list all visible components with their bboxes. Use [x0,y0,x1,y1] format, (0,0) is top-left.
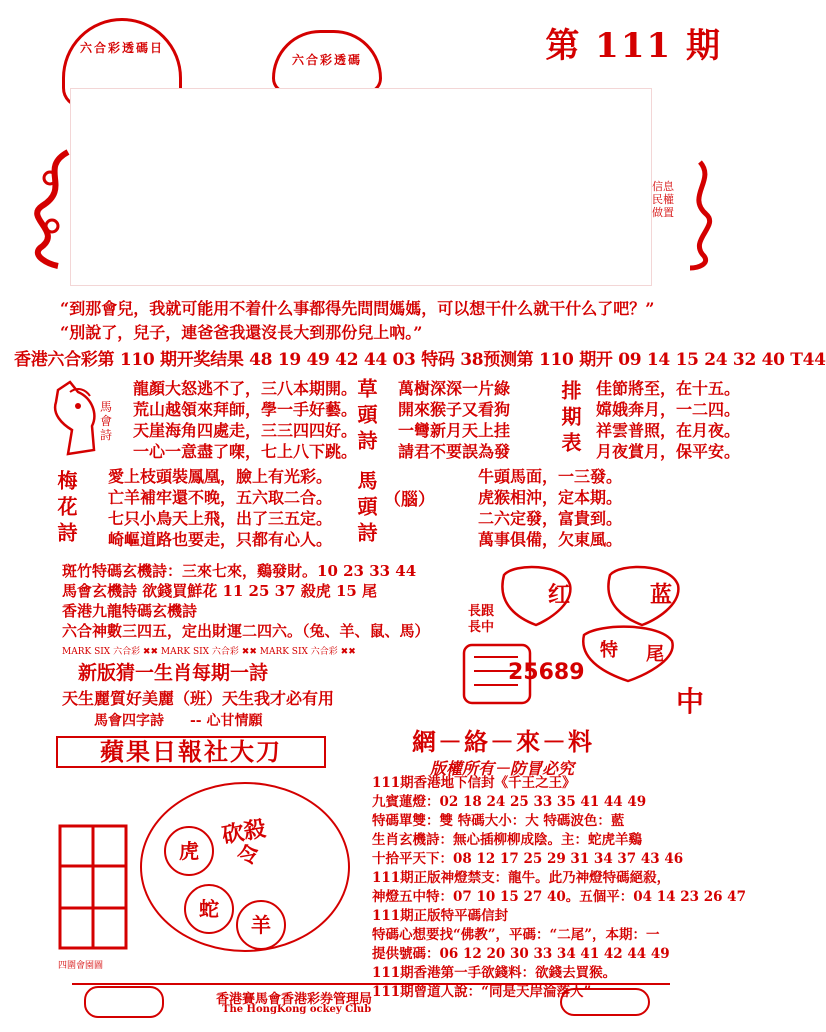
mei-hua-line: 崎嶇道路也要走，只都有心人。 [108,530,333,549]
ma-tou-line: 牛頭馬面，一三發。 [478,467,623,486]
zodiac-headline: 新版猜一生肖每期一詩 [78,662,269,684]
ma-tou-line: 虎猴相沖，定本期。 [478,488,623,507]
tips-line: 特碼心想要找“佛教”，平碼：“二尾”，本期：一 [372,927,660,943]
horse-poem [133,378,357,462]
cao-tou-line: 請君不要誤為發 [398,442,511,461]
result-line: 香港六合彩第 110 期开奖结果 48 19 49 42 44 03 特码 38预测第 110 期开 09 14 15 24 32 40 T44 [14,350,826,370]
long-gen-label: 長跟 [468,604,495,619]
ma-tou-poem [478,466,622,550]
dialogue-line-1: “到那會兒，我就可能用不着什么事都得先問問媽媽，可以想干什么就干什么了吧？” [60,299,655,318]
mei-hua-line: 亡羊補牢還不晚，五六取二合。 [108,488,333,507]
ma-tou-line: 萬事俱備，欠東風。 [478,530,623,549]
pai-qi-poem [596,378,740,462]
cao-tou-label: 草頭詩 [354,378,378,456]
marksix-strip: MARK SIX 六合彩 ✖✖ MARK SIX 六合彩 ✖✖ MARK SIX 六合彩 ✖✖ [62,647,356,657]
horse-poem-line: 荒山越領來拜師，學一手好藝。 [133,400,358,419]
seal-right [272,30,382,94]
pai-qi-line: 祥雲普照，在月夜。 [596,421,741,440]
tips-line: 111期曾道人說：“同是天岸淪落人” [372,984,592,1000]
seal-right-text: 六合彩透碼 [291,53,362,67]
pai-qi-line: 嫦娥奔月，一二四。 [596,400,741,419]
four-circle-grid-icon [56,822,130,952]
horse-poem-line: 一心一意盡了㗎，七上八下跳。 [133,442,358,461]
four-char-text: -- 心甘情願 [190,713,263,729]
tips-line: 提供號碼：06 12 20 30 33 34 41 42 44 49 [372,946,670,962]
kowloon-poem-title: 香港九龍特碼玄機詩 [62,602,198,620]
wei-label: 尾 [646,644,664,665]
tips-line: 111期正版特平碼信封 [372,908,509,924]
net-source-title: 網－絡－來－料 [412,727,594,756]
mei-hua-poem [108,466,332,550]
footer-logo-left [84,986,164,1018]
four-char-label: 馬會四字詩 [94,713,164,729]
horse-poem-label: 馬會詩 [100,400,113,442]
dragon-right-icon [680,160,720,270]
mei-hua-label: 梅花詩 [54,470,78,548]
bamboo-poem: 斑竹特碼玄機詩：三來七來，鷄發財。10 23 33 44 [62,562,417,580]
horse-poem-line: 天崖海角四處走，三三四四好。 [133,421,358,440]
pai-qi-line: 佳節將至，在十五。 [596,379,741,398]
info-note: 信息 民權 做置 [652,180,674,219]
tips-line: 生肖玄機詩：無心插柳柳成陰。主：蛇虎羊鷄 [372,832,642,848]
jockey-poem: 馬會玄機詩 欲錢買鮮花 11 25 37 殺虎 15 尾 [62,582,378,600]
tips-line: 九賓蓮燈：02 18 24 25 33 35 41 44 49 [372,794,647,810]
tips-line: 十拾平天下：08 12 17 25 29 31 34 37 43 46 [372,851,684,867]
copyright-notice: 版權所有－防冒必究 [430,759,575,778]
dialogue-line-2: “別說了，兒子，連爸爸我還沒長大到那份兒上吶。” [60,323,423,342]
tips-line: 111期正版神燈禁支：龍牛。此乃神燈特碼絕殺， [372,870,671,886]
te-label: 特 [600,640,618,661]
footer-logo-right [560,988,650,1016]
red-label: 红 [548,582,571,608]
seal-left-text: 六合彩透碼日 [79,41,164,55]
ma-tou-note: （腦） [384,490,435,510]
mei-hua-line: 七只小鳥天上飛，出了三五定。 [108,509,333,528]
zhong-mark: 中 [676,685,705,718]
grid-label: 四圍會園圖 [58,961,104,971]
ball-goat: 羊 [236,900,286,950]
pai-qi-line: 月夜賞月，保平安。 [596,442,741,461]
blank-panel [70,88,652,286]
cao-tou-line: 開來猴子又看狗 [398,400,511,419]
blue-label: 蓝 [650,582,673,608]
cao-tou-line: 一彎新月天上挂 [398,421,511,440]
kill-order-label: 砍殺令 [219,815,268,871]
horse-poem-line: 龍顏大怒逃不了，三八本期開。 [133,379,358,398]
ball-tiger: 虎 [164,826,214,876]
horse-head-icon [48,380,102,460]
tips-line: 特碼單雙：雙 特碼大小：大 特碼波色：藍 [372,813,625,829]
tips-list [372,774,746,1002]
apple-daily-banner: 蘋果日報社大刀 [56,736,326,768]
footer-text-cn: 香港賽馬會香港彩券管理局 [216,992,373,1007]
pai-qi-label: 排期表 [558,380,582,458]
cao-tou-poem [398,378,510,462]
footer-text-en: The HongKong ockey Club [222,1004,372,1015]
six-numbers-poem: 六合神數三四五，定出財運二四六。（兔、羊、鼠、馬） [62,622,430,640]
ma-tou-label: 馬頭詩 [354,470,378,548]
ma-tou-line: 二六定發，富貴到。 [478,509,623,528]
special-number: 25689 [508,660,585,685]
tips-line: 111期香港地下信封《千王之王》 [372,775,576,791]
issue-number: 第 111 期 [545,26,722,66]
mei-hua-line: 愛上枝頭裝鳳凰，臉上有光彩。 [108,467,333,486]
long-zhong-label: 長中 [468,620,495,635]
ball-snake: 蛇 [184,884,234,934]
tips-line: 神燈五中特：07 10 15 27 40。五個平：04 14 23 26 47 [372,889,746,905]
riddle-line: 天生麗質好美麗（班）天生我才必有用 [62,689,335,708]
tips-line: 111期香港第一手欲錢料：欲錢去買猴。 [372,965,617,981]
cao-tou-line: 萬樹深深一片綠 [398,379,511,398]
